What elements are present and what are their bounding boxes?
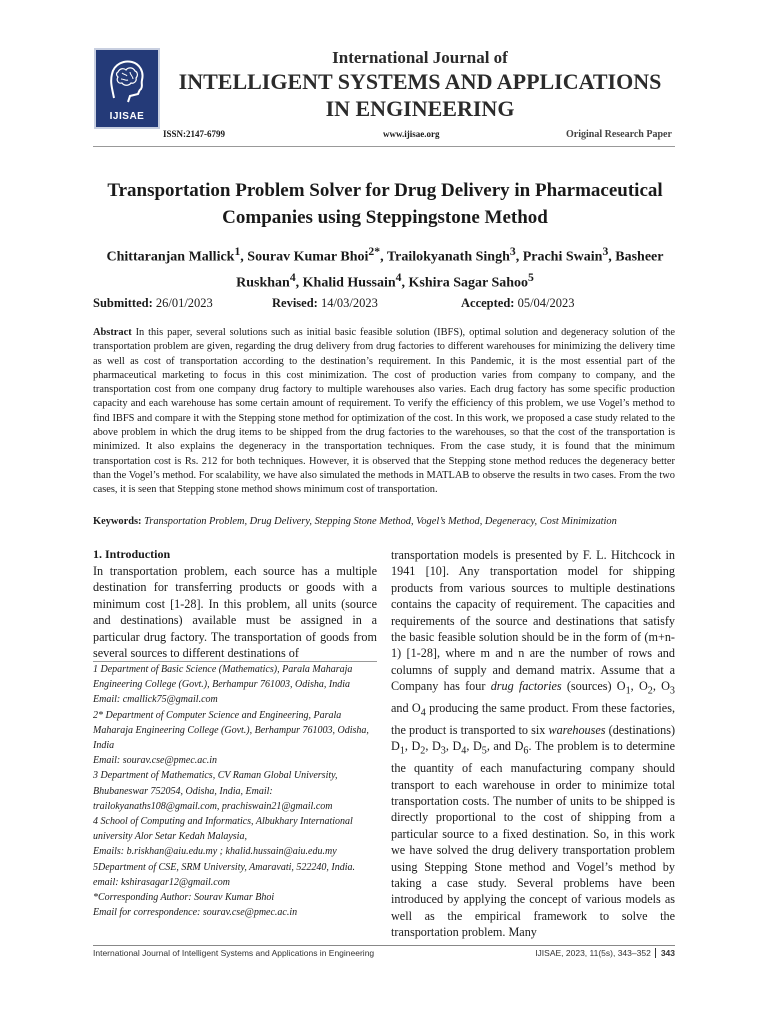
brain-head-icon [106, 58, 146, 104]
author-affiliation-mark: 5 [528, 270, 534, 284]
author-list: Chittaranjan Mallick$^1$, Sourav Kumar Bhoi$^{2*}$, Trailokyanath Singh$^3$, Prachi Swain$^3$, Basheer Ruskhan$^4$, Khalid Hussain$^4$, Kshira Sagar Sahoo$^5$ [106, 245, 664, 291]
paper-title: Transportation Problem Solver for Drug Delivery in Pharmaceutical Companies using Steppingstone Method [107, 180, 663, 228]
section-heading-introduction: 1. Introduction [93, 547, 171, 561]
affiliation-entry: 5Department of CSE, SRM University, Amaravati, 522240, India. email: kshirasagar12@gmail.com [93, 861, 356, 888]
intro-right-column: transportation models is presented by F. L. Hitchcock in 1941 [10]. Any transportation model for shipping products from various sources to multiple destinations contains the capacity of requirement. The capacities and requirements of the source and destinations that satisfy the basic feasible solution should be in the form of (m+n-1) [1-28], where m and n are the number of rows and columns of supply and demand matrix. Assume that a Company has four drug factories (sources) $O_1$, $O_2$, $O_3$ and $O_4$ producing the same product. From these factories, the product is transported to six warehouses (destinations) $D_1$, $D_2$, $D_3$, $D_4$, $D_5$, and $D_6$. The problem is to determine the quantity of each manufacturing company should transport to each warehouse in order to minimize total transportation costs. The number of units to be shipped is directly proportional to the cost of shipping from a particular source to a fixed destination. So, in this work we have solved the drug delivery transportation problem using Stepping Stone method and Vogel’s method by taking a case study. Several problems have been introduced by applying the concept of various models as well as the empirical framework to solve the transportation problem. Many [391, 548, 675, 940]
affiliations [93, 662, 383, 920]
abstract [93, 326, 675, 498]
author-name: Basheer Ruskhan [236, 249, 664, 291]
author-affiliation-mark: 3 [509, 245, 516, 258]
abstract-text: In this paper, several solutions such as initial basic feasible solution (IBFS), optimal solution and degeneracy solution of the transportation problem are given, regarding the drug delivery from drug factories to different warehouses for minimizing the delivery time as well as cost of transportation according to the destination’s requirement. In this Pandemic, it is the most essential part of the pharmaceutical marketing to focus in this cost minimization. The cost of production varies from company to company, and the transportation cost from one company drug factory to multiple warehouses also varies. Each drug factory has some specific production capacity and each warehouse has some certain amount of requirement. To verify the efficiency of this problem, we use Vogel’s method to find IBFS and compare it with the Stepping stone method for optimization of the cost. In this work, we proposed a case study related to the above problem in which the drug items to be shipped from the drug factories to the warehouses, so that the cost of the transportation is minimized. It also explains the degeneracy in the transportation techniques. From the case study, it is found that the minimum transportation cost is Rs. 212 for both techniques. However, it is observed that the Stepping stone method reduces the degeneracy better than the Vogel’s method. For scalability, we have also simulated the methods in MATLAB to observe the results in two cases. From the two cases, it is seen that Stepping stone method shows minimum cost of transportation. [93, 327, 675, 496]
author-affiliation-mark: 3 [602, 245, 609, 258]
author-affiliation-mark: 1 [234, 245, 241, 258]
paper-type: Original Research Paper [566, 129, 672, 140]
journal-prefix: International Journal of [332, 48, 508, 67]
revised-date: Revised: 14/03/2023 [272, 296, 378, 310]
correspondence-email: Email for correspondence: sourav.cse@pmec.ac.in [93, 907, 298, 919]
footer-journal-name: International Journal of Intelligent Systems and Applications in Engineering [93, 948, 375, 958]
affiliation-email: Email: sourav.cse@pmec.ac.in [93, 755, 217, 767]
author-name: Chittaranjan Mallick [106, 249, 235, 265]
footer-divider [93, 945, 675, 946]
journal-website-link[interactable]: www.ijisae.org [383, 129, 440, 139]
journal-name: INTELLIGENT SYSTEMS AND APPLICATIONS IN ENGINEERING [178, 69, 662, 121]
abstract-label: Abstract [93, 327, 132, 338]
intro-left-column: In transportation problem, each source has a multiple destination for transferring products or goods with a minimum cost [1-28]. In this problem, all units (source and destinations) available must be assigned in a particular drug factory. The transportation of goods from several sources to different destinations of [93, 564, 377, 661]
author-name: Khalid Hussain [302, 275, 396, 291]
submitted-date: Submitted: 26/01/2023 [93, 296, 213, 310]
author-affiliation-mark: 2* [368, 245, 381, 258]
page-number: 343 [655, 948, 675, 958]
affiliation-entry: 1 Department of Basic Science (Mathematics), Parala Maharaja Engineering College (Govt.), Berhampur 761003, Odisha, India [93, 664, 353, 691]
affiliation-email: Email: cmallick75@gmail.com [93, 694, 218, 706]
keywords [93, 515, 675, 529]
logo-text: IJISAE [109, 111, 145, 122]
header-divider [93, 146, 675, 147]
author-name: Sourav Kumar Bhoi [247, 249, 369, 265]
footer-citation: IJISAE, 2023, 11(5s), 343–352 343 [535, 948, 675, 958]
author-name: Prachi Swain [522, 249, 603, 265]
affiliation-email: Emails: b.riskhan@aiu.edu.my ; khalid.hussain@aiu.edu.my [93, 846, 337, 858]
affiliation-entry: 3 Department of Mathematics, CV Raman Global University, Bhubaneswar 752054, Odisha, India, Email: trailokyanaths108@gmail.com, prachiswain21@gmail.com [93, 770, 338, 812]
corresponding-author: *Corresponding Author: Sourav Kumar Bhoi [93, 892, 275, 904]
author-name: Trailokyanath Singh [386, 249, 510, 265]
issn: ISSN:2147-6799 [163, 129, 226, 139]
author-affiliation-mark: 4 [395, 270, 402, 284]
affiliation-entry: 4 School of Computing and Informatics, Albukhary International university Alor Setar Kedah Malaysia, [93, 816, 353, 843]
author-affiliation-mark: 4 [289, 270, 296, 284]
keywords-label: Keywords: [93, 516, 142, 527]
journal-logo [94, 48, 160, 129]
affiliation-entry: 2* Department of Computer Science and Engineering, Parala Maharaja Engineering College (Govt.), Berhampur 761003, Odisha, India [93, 709, 369, 752]
accepted-date: Accepted: 05/04/2023 [461, 296, 575, 310]
drug-factories-term: drug factories [490, 679, 562, 694]
author-name: Kshira Sagar Sahoo [408, 275, 529, 291]
warehouses-term: warehouses [548, 722, 606, 737]
keywords-text: Transportation Problem, Drug Delivery, Stepping Stone Method, Vogel’s Method, Degeneracy, Cost Minimization [144, 516, 617, 527]
